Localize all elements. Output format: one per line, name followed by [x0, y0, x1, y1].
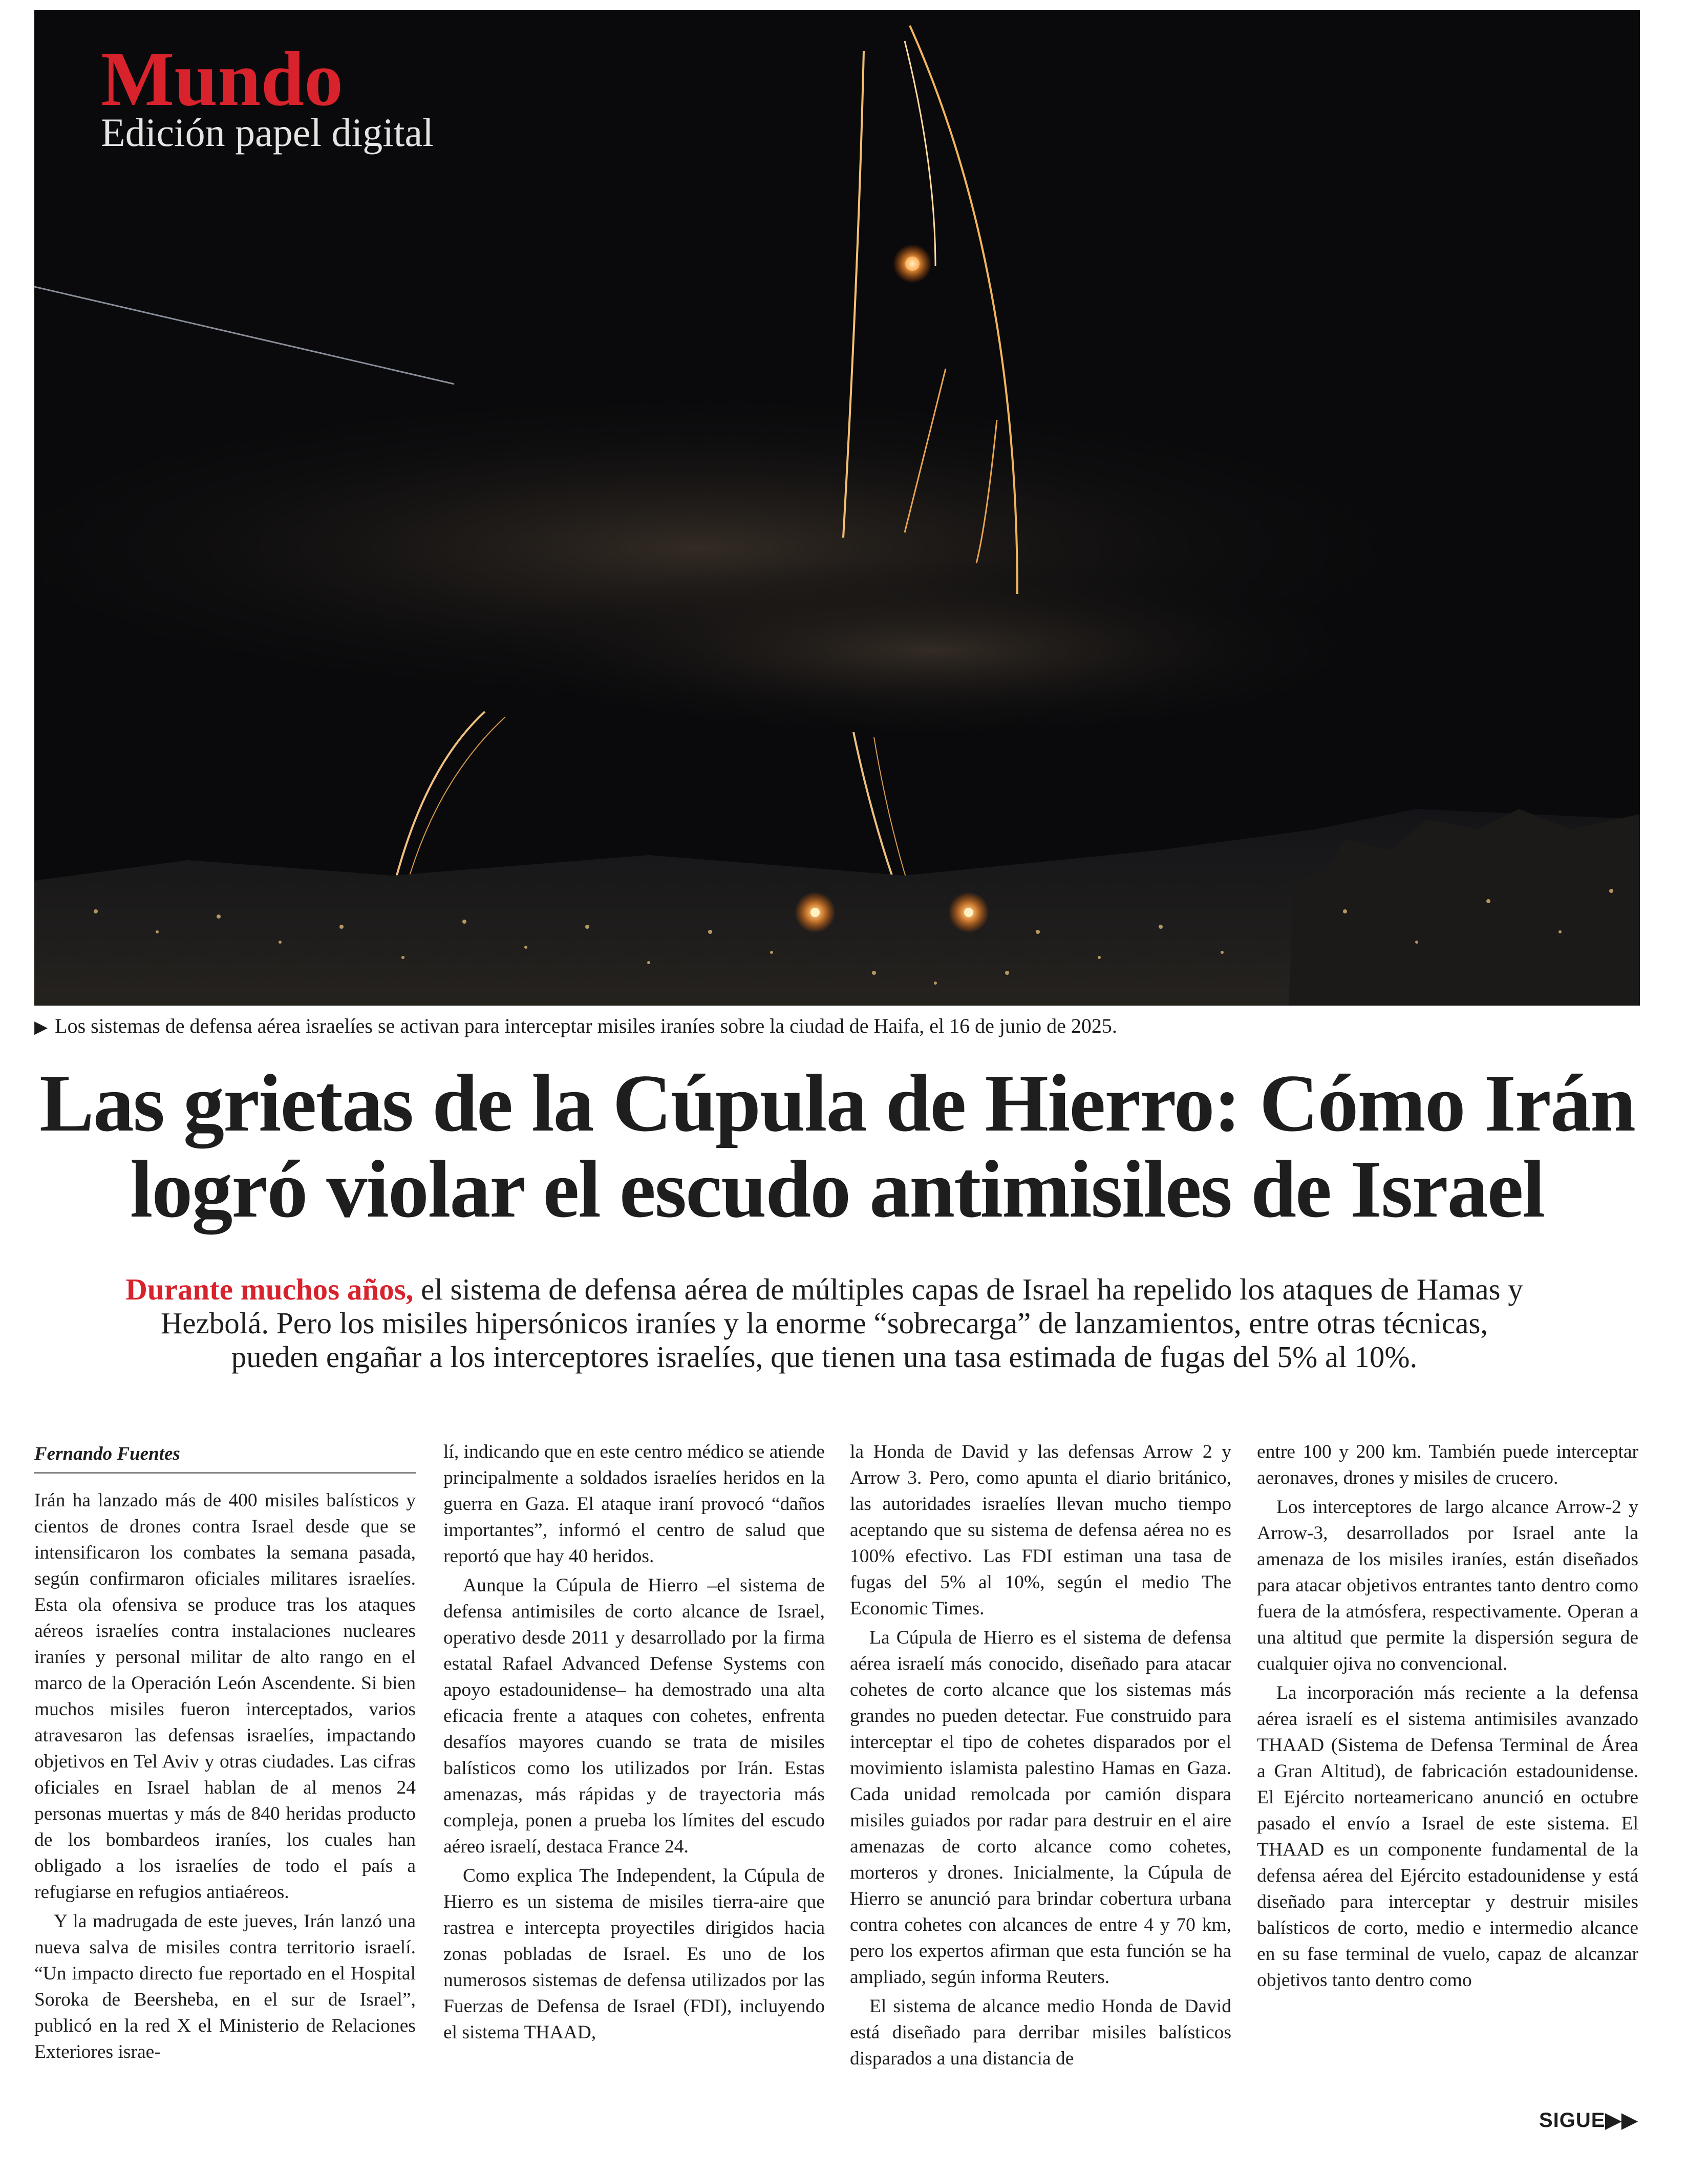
double-arrow-right-icon: ▶▶ [1605, 2109, 1638, 2132]
dek [118, 1272, 1531, 1374]
headline: Las grietas de la Cúpula de Hierro: Cómo Irán logró violar el escudo antimisiles de Israel [39, 1057, 1635, 1234]
paragraph: Como explica The Independent, la Cúpula de Hierro es un sistema de misiles tierra-aire que rastrea e intercepta proyectiles dirigidos hacia zonas pobladas de Israel. Es uno de los numerosos sistemas de defensa utilizados por las Fuerzas de Defensa de Israel (FDI), incluyendo el sistema THAAD, [443, 1865, 825, 2043]
section-title: Mundo [101, 36, 344, 122]
paragraph: Aunque la Cúpula de Hierro –el sistema de defensa antimisiles de corto alcance de Israel, operativo desde 2011 y desarrollado por la firma estatal Rafael Advanced Defense Systems con apoyo estadounidense– ha demostrado una alta eficacia frente a ataques con cohetes, enfrenta desafíos mayores cuando se trata de misiles balísticos como los utilizados por Irán. Estas amenazas, más rápidas y de trayectoria más compleja, ponen a prueba los límites del escudo aéreo israelí, destaca France 24. [443, 1575, 825, 1857]
paragraph: entre 100 y 200 km. También puede interceptar aeronaves, drones y misiles de crucero. [1257, 1441, 1638, 1488]
paragraph: lí, indicando que en este centro médico se atiende principalmente a soldados israelíes heridos en la guerra en Gaza. El ataque iraní provocó “daños importantes”, informó el centro de salud que reportó que hay 40 heridos. [443, 1441, 825, 1567]
caption-text: Los sistemas de defensa aérea israelíes se activan para interceptar misiles iraníes sobre la ciudad de Haifa, el 16 de junio de 2025. [55, 1014, 1117, 1037]
night-sky-interception-illustration [34, 10, 1640, 1006]
article-column-2 [443, 1439, 825, 2046]
photo-caption [34, 1014, 1640, 1038]
article-column-1 [34, 1487, 416, 2065]
paragraph: Y la madrugada de este jueves, Irán lanzó una nueva salva de misiles contra territorio israelí. “Un impacto directo fue reportado en el Hospital Soroka de Beersheba, en el sur de Israel”, publicó en la red X el Ministerio de Relaciones Exteriores israe- [34, 1911, 416, 2062]
dek-lead: Durante muchos años, [125, 1272, 414, 1306]
byline: Fernando Fuentes [34, 1443, 416, 1474]
paragraph: Irán ha lanzado más de 400 misiles balísticos y cientos de drones contra Israel desde que se intensificaron los combates la semana pasada, según confirmaron oficiales militares israelíes. Esta ola ofensiva se produce tras los ataques aéreos israelíes contra instalaciones nucleares iraníes y personal militar de alto rango en el marco de la Operación León Ascendente. Si bien muchos misiles fueron interceptados, varios atravesaron las defensas israelíes, impactando objetivos en Tel Aviv y otras ciudades. Las cifras oficiales en Israel hablan de al menos 24 personas muertas y más de 840 heridas producto de los bombardeos iraníes, los cuales han obligado a los israelíes de todo el país a refugiarse en refugios antiaéreos. [34, 1490, 416, 1903]
paragraph: Los interceptores de largo alcance Arrow-2 y Arrow-3, desarrollados por Israel ante la amenaza de los misiles iraníes, están diseñados para atacar objetivos entrantes tanto dentro como fuera de la atmósfera, respectivamente. Operan a una altitud que permite la dispersión segura de cualquier ojiva no convencional. [1257, 1497, 1638, 1674]
paragraph: La incorporación más reciente a la defensa aérea israelí es el sistema antimisiles avanzado THAAD (Sistema de Defensa Terminal de Área a Gran Altitud), de fabricación estadounidense. El Ejército norteamericano anunció en octubre pasado el envío a Israel de este sistema. El THAAD es un componente fundamental de la defensa aérea del Ejército estadounidense y está diseñado para interceptar y destruir misiles balísticos de corto, medio e intermedio alcance en su fase terminal de vuelo, capaz de alcanzar objetivos tanto dentro como [1257, 1682, 1638, 1991]
continue-label: SIGUE [1539, 2109, 1606, 2132]
edition-label: Edición papel digital [101, 110, 434, 155]
lead-photo [34, 10, 1640, 1006]
paragraph: la Honda de David y las defensas Arrow 2 y Arrow 3. Pero, como apunta el diario británico, las autoridades israelíes llevan mucho tiempo aceptando que su sistema de defensa aérea no es 100% efectivo. Las FDI estiman una tasa de fugas del 5% al 10%, según el medio The Economic Times. [850, 1441, 1231, 1619]
caption-triangle-icon: ▶ [34, 1018, 48, 1037]
paragraph: El sistema de alcance medio Honda de David está diseñado para derribar misiles balísticos disparados a una distancia de [850, 1996, 1231, 2069]
continue-link[interactable] [1539, 2108, 1638, 2132]
paragraph: La Cúpula de Hierro es el sistema de defensa aérea israelí más conocido, diseñado para atacar cohetes de corto alcance que los sistemas más grandes no pueden detectar. Fue construido para interceptar el tipo de cohetes disparados por el movimiento islamista palestino Hamas en Gaza. Cada unidad remolcada por camión dispara misiles guiados por radar para destruir en el aire amenazas de corto alcance como cohetes, morteros y drones. Inicialmente, la Cúpula de Hierro se anunció para brindar cobertura urbana contra cohetes con alcances de entre 4 y 70 km, pero los expertos afirman que esta función se ha ampliado, según informa Reuters. [850, 1627, 1231, 1988]
article-column-3 [850, 1439, 1231, 2072]
dek-text: el sistema de defensa aérea de múltiples capas de Israel ha repelido los ataques de Hamas y Hezbolá. Pero los misiles hipersónicos iraníes y la enorme “sobrecarga” de lanzamientos, entre otras técnicas, pueden engañar a los interceptores israelíes, que tienen una tasa estimada de fugas del 5% al 10%. [160, 1272, 1523, 1374]
article-column-4 [1257, 1439, 1638, 1993]
